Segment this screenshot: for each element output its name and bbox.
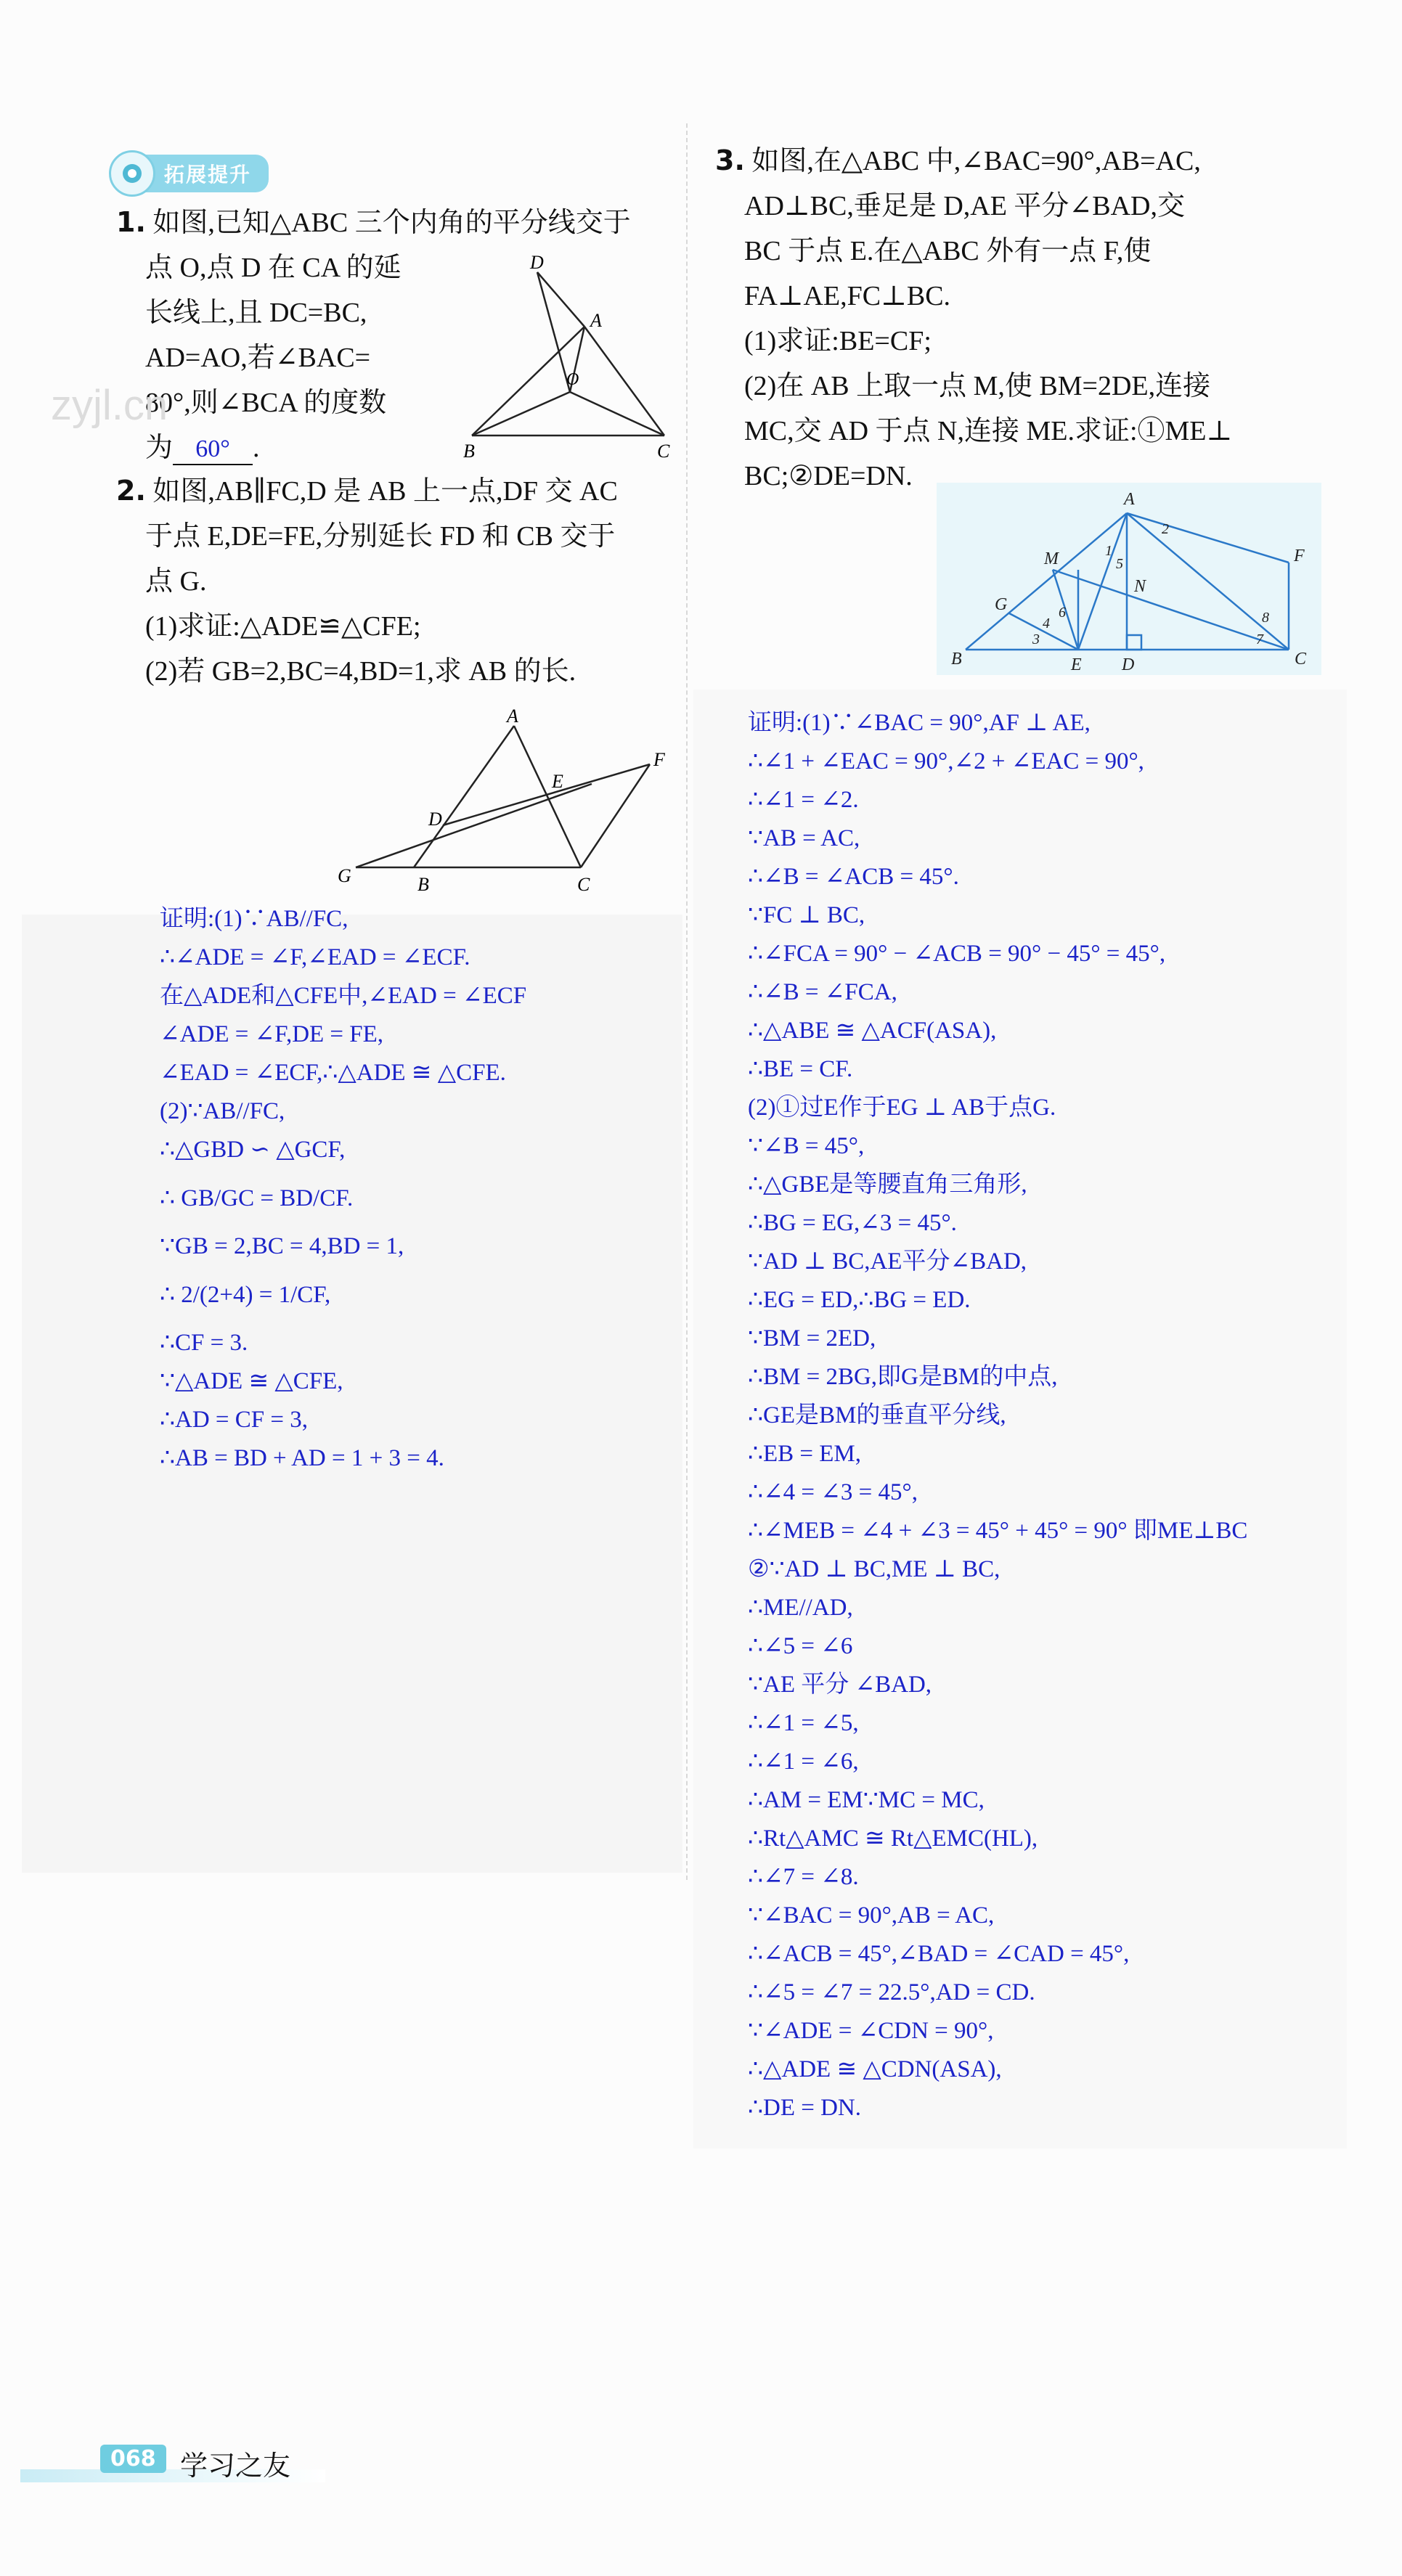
fig3-label-g: G	[995, 595, 1008, 614]
problem-3-line-1: 如图,在△ABC 中,∠BAC=90°,AB=AC,	[751, 146, 1201, 176]
sol3-line: ∴∠FCA = 90° − ∠ACB = 90° − 45° = 45°,	[748, 941, 1166, 967]
fig1-label-o: O	[566, 370, 579, 389]
problem-2-line-4: (1)求证:△ADE≌△CFE;	[145, 611, 421, 642]
fig2-label-b: B	[417, 874, 429, 895]
problem-1-line-6: 为	[145, 433, 174, 463]
sol3-line: ∴△GBE是等腰直角三角形,	[748, 1172, 1027, 1198]
fig3-label-m: M	[1044, 549, 1059, 568]
fig2-label-d: D	[428, 809, 442, 830]
problem-2-number: 2.	[116, 475, 146, 507]
sol3-line: ∴∠5 = ∠7 = 22.5°,AD = CD.	[748, 1979, 1035, 2005]
sol3-line: ∴△ADE ≅ △CDN(ASA),	[748, 2056, 1002, 2082]
sol2-line: ∴AD = CF = 3,	[160, 1407, 308, 1433]
problem-3-line-5: (1)求证:BE=CF;	[744, 326, 932, 356]
fig3-label-7: 7	[1256, 631, 1263, 647]
sol3-line: ∴BM = 2BG,即G是BM的中点,	[748, 1364, 1058, 1390]
problem-1-answer: 60°	[173, 435, 253, 465]
sol3-line: ②∵AD ⊥ BC,ME ⊥ BC,	[748, 1556, 1000, 1582]
sol3-line: (2)①过E作于EG ⊥ AB于点G.	[748, 1095, 1056, 1121]
problem-1-tail: .	[253, 433, 260, 463]
fig3-label-f: F	[1294, 547, 1305, 565]
fig1-label-b: B	[463, 441, 475, 461]
sol3-line: ∴GE是BM的垂直平分线,	[748, 1402, 1006, 1428]
sol3-line: ∴∠4 = ∠3 = 45°,	[748, 1479, 918, 1505]
sol3-line: ∴ME//AD,	[748, 1595, 853, 1621]
sol3-line: ∵AB = AC,	[748, 825, 860, 851]
problem-1-line-5: 80°,则∠BCA 的度数	[145, 388, 387, 418]
problem-3-line-3: BC 于点 E.在△ABC 外有一点 F,使	[744, 236, 1152, 266]
problem-3	[715, 138, 1354, 499]
sol2-line: ∴CF = 3.	[160, 1330, 248, 1356]
problem-2	[116, 468, 682, 694]
fig1-label-c: C	[657, 441, 670, 461]
problem-3-line-2: AD⊥BC,垂足是 D,AE 平分∠BAD,交	[744, 191, 1185, 221]
page-number: 068	[100, 2445, 166, 2473]
problem-3-line-6: (2)在 AB 上取一点 M,使 BM=2DE,连接	[744, 371, 1211, 401]
fig2-label-c: C	[577, 874, 590, 895]
fig2-label-g: G	[338, 865, 351, 886]
fig3-label-2: 2	[1162, 521, 1169, 537]
sol3-line: ∴∠1 = ∠6,	[748, 1749, 859, 1775]
sol3-line: ∵BM = 2ED,	[748, 1325, 876, 1352]
sol3-line: ∴∠B = ∠ACB = 45°.	[748, 864, 959, 890]
problem-2-line-1: 如图,AB∥FC,D 是 AB 上一点,DF 交 AC	[152, 476, 618, 507]
fig3-label-5: 5	[1116, 556, 1123, 572]
sol3-line: ∴∠1 + ∠EAC = 90°,∠2 + ∠EAC = 90°,	[748, 748, 1144, 774]
sol3-line: ∵∠BAC = 90°,AB = AC,	[748, 1902, 995, 1929]
sol2-line: ∴AB = BD + AD = 1 + 3 = 4.	[160, 1445, 444, 1471]
sol3-line: ∴∠ACB = 45°,∠BAD = ∠CAD = 45°,	[748, 1941, 1130, 1967]
sol3-line: ∴△ABE ≅ △ACF(ASA),	[748, 1018, 997, 1044]
sol2-line: 在△ADE和△CFE中,∠EAD = ∠ECF	[160, 983, 527, 1009]
problem-1-line-2: 点 O,点 D 在 CA 的延	[145, 253, 402, 283]
fig3-label-e: E	[1071, 655, 1082, 674]
sol3-line: ∵AD ⊥ BC,AE平分∠BAD,	[748, 1248, 1027, 1275]
problem-1-line-4: AD=AO,若∠BAC=	[145, 343, 371, 373]
fig3-label-4: 4	[1043, 616, 1050, 631]
problem-1-line-1: 如图,已知△ABC 三个内角的平分线交于	[152, 208, 631, 238]
problem-2-line-5: (2)若 GB=2,BC=4,BD=1,求 AB 的长.	[145, 656, 576, 687]
fig3-label-a: A	[1124, 490, 1135, 509]
problem-2-line-2: 于点 E,DE=FE,分别延长 FD 和 CB 交于	[145, 521, 616, 552]
problem-3-number: 3.	[715, 144, 745, 176]
fig3-label-3: 3	[1032, 631, 1040, 647]
problem-3-line-7: MC,交 AD 于点 N,连接 ME.求证:①ME⊥	[744, 416, 1233, 446]
sol3-line: ∴DE = DN.	[748, 2095, 862, 2121]
sol3-line: ∴BE = CF.	[748, 1056, 853, 1082]
sol2-line: ∠EAD = ∠ECF,∴△ADE ≅ △CFE.	[160, 1060, 506, 1086]
fig3-label-8: 8	[1262, 610, 1269, 626]
fig3-label-1: 1	[1105, 543, 1112, 559]
sol3-line: ∴∠MEB = ∠4 + ∠3 = 45° + 45° = 90° 即ME⊥BC	[748, 1518, 1248, 1544]
sol2-line: ∠ADE = ∠F,DE = FE,	[160, 1021, 384, 1047]
solution-3	[748, 704, 1247, 2127]
problem-3-line-4: FA⊥AE,FC⊥BC.	[744, 281, 951, 311]
sol2-line: (2)∵AB//FC,	[160, 1098, 285, 1124]
sol3-line: ∴∠B = ∠FCA,	[748, 979, 897, 1005]
sol3-line: ∴∠5 = ∠6	[748, 1633, 853, 1659]
sol2-line: ∴∠ADE = ∠F,∠EAD = ∠ECF.	[160, 944, 470, 970]
problem-3-line-8: BC;②DE=DN.	[744, 461, 913, 491]
sol3-line: ∴AM = EM∵MC = MC,	[748, 1787, 985, 1813]
fig3-label-c: C	[1295, 650, 1307, 668]
fig2-label-e: E	[552, 771, 563, 792]
sol3-line: ∵∠B = 45°,	[748, 1133, 865, 1159]
sol2-line: 证明:(1)∵AB//FC,	[160, 906, 349, 932]
problem-1-number: 1.	[116, 206, 146, 238]
problem-3-figure	[937, 483, 1321, 675]
fig3-label-n: N	[1134, 577, 1146, 596]
sol2-line: ∴ GB/GC = BD/CF.	[160, 1185, 354, 1211]
sol3-line: 证明:(1)∵∠BAC = 90°,AF ⊥ AE,	[748, 710, 1091, 736]
sol3-line: ∴BG = EG,∠3 = 45°.	[748, 1210, 957, 1236]
sol2-line: ∴△GBD ∽ △GCF,	[160, 1137, 346, 1163]
fig1-label-d: D	[530, 252, 544, 273]
magazine-name: 学习之友	[180, 2450, 291, 2482]
rocket-icon	[109, 150, 155, 197]
sol3-line: ∴EB = EM,	[748, 1441, 862, 1467]
solution-2	[160, 900, 526, 1478]
sol3-line: ∴EG = ED,∴BG = ED.	[748, 1287, 971, 1313]
sol3-line: ∴∠1 = ∠5,	[748, 1710, 859, 1736]
problem-1-figure	[457, 250, 675, 461]
fig1-label-a: A	[590, 310, 602, 331]
column-divider	[686, 123, 688, 1880]
sol3-line: ∵FC ⊥ BC,	[748, 902, 865, 928]
fig3-label-6: 6	[1059, 605, 1066, 621]
sol3-line: ∴∠1 = ∠2.	[748, 787, 859, 813]
problem-1-line-3: 长线上,且 DC=BC,	[145, 298, 367, 328]
sol2-line: ∵GB = 2,BC = 4,BD = 1,	[160, 1233, 404, 1259]
problem-2-line-3: 点 G.	[145, 566, 207, 597]
sol3-line: ∵∠ADE = ∠CDN = 90°,	[748, 2018, 994, 2044]
fig3-label-b: B	[951, 650, 962, 668]
section-badge	[109, 152, 269, 195]
sol3-line: ∵AE 平分 ∠BAD,	[748, 1672, 932, 1698]
fig2-label-f: F	[653, 749, 665, 770]
sol3-line: ∴Rt△AMC ≅ Rt△EMC(HL),	[748, 1825, 1038, 1852]
fig2-label-a: A	[507, 708, 518, 727]
sol2-line: ∵△ADE ≅ △CFE,	[160, 1368, 343, 1394]
problem-2-figure	[327, 708, 682, 900]
section-title: 拓展提升	[139, 155, 269, 192]
sol2-line: ∴ 2/(2+4) = 1/CF,	[160, 1282, 331, 1308]
sol3-line: ∴∠7 = ∠8.	[748, 1864, 859, 1890]
watermark: zyjl.cn	[51, 382, 168, 429]
page-footer	[20, 2439, 354, 2497]
fig3-label-d: D	[1122, 655, 1135, 674]
